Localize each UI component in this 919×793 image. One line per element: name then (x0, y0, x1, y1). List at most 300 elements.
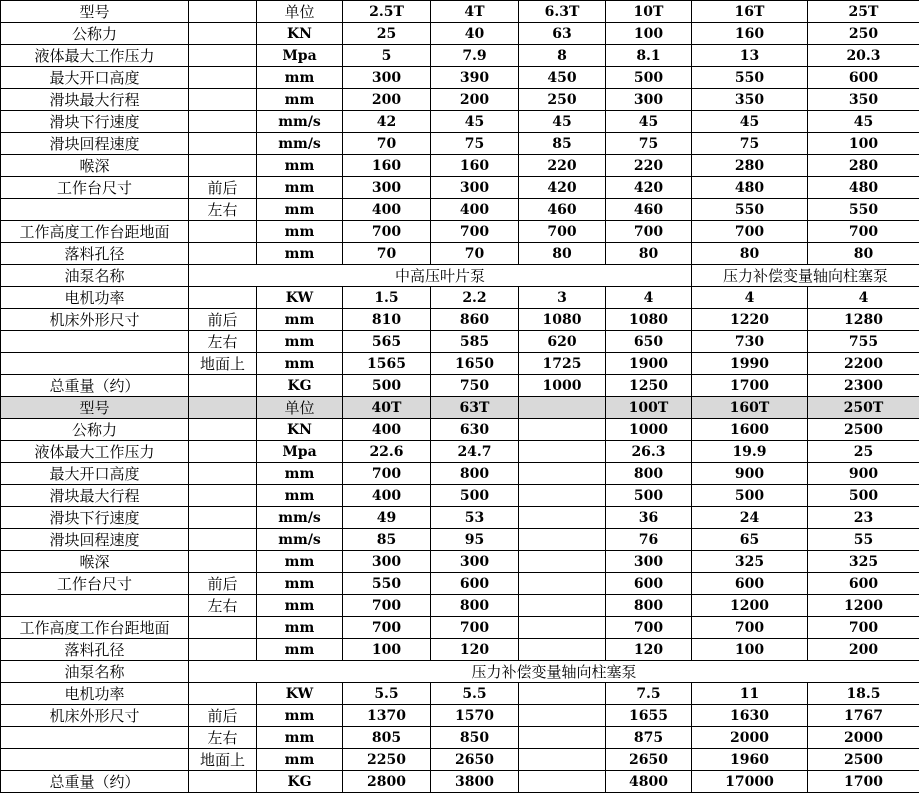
value-cell (519, 485, 606, 507)
table-row (1, 243, 919, 265)
sub-label (189, 67, 257, 89)
model-header: 10T (606, 1, 692, 23)
value-cell: 300 (431, 177, 519, 199)
row-label: 喉深 (1, 155, 189, 177)
row-label: 公称力 (1, 419, 189, 441)
value-cell: 585 (431, 331, 519, 353)
value-cell: 1960 (692, 749, 808, 771)
value-cell: 1.5 (343, 287, 431, 309)
value-cell: 80 (808, 243, 919, 265)
row-label: 落料孔径 (1, 639, 189, 661)
value-cell: 4 (692, 287, 808, 309)
model-header: 6.3T (519, 1, 606, 23)
value-cell: 5 (343, 45, 431, 67)
unit-cell: Mpa (257, 441, 343, 463)
value-cell: 250 (808, 23, 919, 45)
value-cell: 11 (692, 683, 808, 705)
sub-label (189, 771, 257, 793)
value-cell: 420 (519, 177, 606, 199)
unit-cell: mm/s (257, 133, 343, 155)
model-header: 63T (431, 397, 519, 419)
value-cell: 755 (808, 331, 919, 353)
table-row (1, 155, 919, 177)
sub-label (189, 133, 257, 155)
value-cell: 100 (808, 133, 919, 155)
unit-cell: mm/s (257, 111, 343, 133)
value-cell: 45 (606, 111, 692, 133)
value-cell: 120 (431, 639, 519, 661)
unit-cell: mm (257, 639, 343, 661)
value-cell: 2200 (808, 353, 919, 375)
row-label: 公称力 (1, 23, 189, 45)
table-row (1, 177, 919, 199)
row-label: 喉深 (1, 551, 189, 573)
row-label (1, 353, 189, 375)
sub-label: 左右 (189, 199, 257, 221)
value-cell: 75 (431, 133, 519, 155)
value-cell: 85 (343, 529, 431, 551)
value-cell: 2650 (431, 749, 519, 771)
unit-cell: mm (257, 485, 343, 507)
value-cell: 19.9 (692, 441, 808, 463)
unit-cell: mm (257, 155, 343, 177)
value-cell: 350 (808, 89, 919, 111)
value-cell (519, 419, 606, 441)
value-cell: 25 (343, 23, 431, 45)
pump-name: 中高压叶片泵 (189, 265, 692, 287)
sub-label (189, 397, 257, 419)
value-cell: 700 (431, 617, 519, 639)
value-cell: 2500 (808, 749, 919, 771)
row-label: 液体最大工作压力 (1, 45, 189, 67)
unit-cell: KG (257, 771, 343, 793)
value-cell: 220 (519, 155, 606, 177)
table-row (1, 617, 919, 639)
value-cell: 630 (431, 419, 519, 441)
value-cell: 700 (808, 617, 919, 639)
value-cell: 450 (519, 67, 606, 89)
value-cell: 730 (692, 331, 808, 353)
table-row (1, 1, 919, 23)
table-row (1, 441, 919, 463)
value-cell (519, 507, 606, 529)
row-label: 油泵名称 (1, 265, 189, 287)
table-row (1, 661, 919, 683)
table-row (1, 529, 919, 551)
model-header: 25T (808, 1, 919, 23)
table-row (1, 397, 919, 419)
table-row (1, 639, 919, 661)
row-label: 油泵名称 (1, 661, 189, 683)
row-label: 工作台尺寸 (1, 573, 189, 595)
table-row (1, 331, 919, 353)
value-cell: 25 (808, 441, 919, 463)
value-cell: 300 (343, 177, 431, 199)
pump-name: 压力补偿变量轴向柱塞泵 (189, 661, 919, 683)
value-cell: 22.6 (343, 441, 431, 463)
value-cell: 400 (431, 199, 519, 221)
row-label: 液体最大工作压力 (1, 441, 189, 463)
table-row (1, 111, 919, 133)
value-cell: 800 (431, 463, 519, 485)
value-cell: 70 (343, 243, 431, 265)
model-header: 2.5T (343, 1, 431, 23)
value-cell: 40 (431, 23, 519, 45)
sub-label (189, 617, 257, 639)
value-cell: 565 (343, 331, 431, 353)
value-cell: 2800 (343, 771, 431, 793)
sub-label (189, 485, 257, 507)
value-cell: 600 (606, 573, 692, 595)
row-label (1, 331, 189, 353)
sub-label: 前后 (189, 705, 257, 727)
value-cell: 2000 (692, 727, 808, 749)
unit-cell: mm (257, 749, 343, 771)
value-cell: 1000 (519, 375, 606, 397)
value-cell: 250 (519, 89, 606, 111)
value-cell: 1600 (692, 419, 808, 441)
unit-cell: mm (257, 199, 343, 221)
table-row (1, 67, 919, 89)
value-cell: 42 (343, 111, 431, 133)
value-cell: 1655 (606, 705, 692, 727)
model-header (519, 397, 606, 419)
value-cell: 620 (519, 331, 606, 353)
value-cell: 4 (606, 287, 692, 309)
value-cell: 23 (808, 507, 919, 529)
value-cell: 3800 (431, 771, 519, 793)
row-label: 机床外形尺寸 (1, 705, 189, 727)
value-cell: 8 (519, 45, 606, 67)
value-cell: 100 (692, 639, 808, 661)
sub-label (189, 551, 257, 573)
value-cell: 5.5 (431, 683, 519, 705)
table-row (1, 727, 919, 749)
value-cell: 5.5 (343, 683, 431, 705)
sub-label (189, 23, 257, 45)
value-cell: 18.5 (808, 683, 919, 705)
value-cell: 1990 (692, 353, 808, 375)
value-cell: 500 (343, 375, 431, 397)
row-label: 机床外形尺寸 (1, 309, 189, 331)
value-cell: 160 (431, 155, 519, 177)
model-header-label: 型号 (1, 397, 189, 419)
table-row (1, 595, 919, 617)
value-cell: 2250 (343, 749, 431, 771)
unit-cell: mm (257, 727, 343, 749)
row-label: 工作高度工作台距地面 (1, 617, 189, 639)
value-cell: 55 (808, 529, 919, 551)
value-cell: 700 (343, 617, 431, 639)
sub-label: 左右 (189, 727, 257, 749)
value-cell: 480 (692, 177, 808, 199)
value-cell: 800 (606, 463, 692, 485)
unit-cell: mm (257, 595, 343, 617)
unit-cell: mm (257, 309, 343, 331)
value-cell: 550 (343, 573, 431, 595)
value-cell: 400 (343, 485, 431, 507)
value-cell: 75 (692, 133, 808, 155)
value-cell: 700 (343, 221, 431, 243)
value-cell: 600 (692, 573, 808, 595)
value-cell: 1900 (606, 353, 692, 375)
value-cell: 600 (808, 573, 919, 595)
value-cell: 1080 (519, 309, 606, 331)
row-label: 最大开口高度 (1, 463, 189, 485)
unit-cell: mm (257, 177, 343, 199)
value-cell: 4 (808, 287, 919, 309)
model-header: 4T (431, 1, 519, 23)
value-cell: 300 (431, 551, 519, 573)
value-cell: 3 (519, 287, 606, 309)
value-cell: 13 (692, 45, 808, 67)
value-cell (519, 771, 606, 793)
value-cell (519, 441, 606, 463)
value-cell: 1200 (808, 595, 919, 617)
value-cell: 600 (431, 573, 519, 595)
table-row (1, 771, 919, 793)
value-cell: 2650 (606, 749, 692, 771)
value-cell: 700 (606, 617, 692, 639)
value-cell: 200 (343, 89, 431, 111)
unit-cell: KN (257, 23, 343, 45)
value-cell: 80 (606, 243, 692, 265)
value-cell (519, 639, 606, 661)
value-cell: 24.7 (431, 441, 519, 463)
value-cell: 85 (519, 133, 606, 155)
row-label: 滑块下行速度 (1, 507, 189, 529)
sub-label (189, 155, 257, 177)
value-cell: 20.3 (808, 45, 919, 67)
sub-label (189, 463, 257, 485)
value-cell: 70 (431, 243, 519, 265)
row-label: 滑块最大行程 (1, 485, 189, 507)
value-cell: 2300 (808, 375, 919, 397)
unit-cell: mm (257, 67, 343, 89)
unit-cell: mm (257, 573, 343, 595)
row-label: 滑块回程速度 (1, 133, 189, 155)
sub-label (189, 441, 257, 463)
value-cell: 480 (808, 177, 919, 199)
unit-cell: mm/s (257, 507, 343, 529)
value-cell: 700 (808, 221, 919, 243)
sub-label: 前后 (189, 309, 257, 331)
value-cell: 65 (692, 529, 808, 551)
table-row (1, 419, 919, 441)
table-row (1, 23, 919, 45)
sub-label: 地面上 (189, 749, 257, 771)
table-row (1, 265, 919, 287)
value-cell: 700 (606, 221, 692, 243)
value-cell (519, 573, 606, 595)
unit-cell: KW (257, 683, 343, 705)
table-row (1, 507, 919, 529)
value-cell: 1250 (606, 375, 692, 397)
value-cell: 700 (431, 221, 519, 243)
value-cell: 850 (431, 727, 519, 749)
value-cell: 420 (606, 177, 692, 199)
model-header: 160T (692, 397, 808, 419)
row-label: 总重量（约） (1, 771, 189, 793)
value-cell: 500 (606, 67, 692, 89)
value-cell: 300 (606, 551, 692, 573)
value-cell: 1725 (519, 353, 606, 375)
unit-cell: mm (257, 705, 343, 727)
row-label: 工作高度工作台距地面 (1, 221, 189, 243)
value-cell: 45 (431, 111, 519, 133)
value-cell: 900 (692, 463, 808, 485)
row-label: 电机功率 (1, 287, 189, 309)
value-cell: 1650 (431, 353, 519, 375)
table-row (1, 485, 919, 507)
value-cell: 120 (606, 639, 692, 661)
value-cell: 600 (808, 67, 919, 89)
model-header: 40T (343, 397, 431, 419)
unit-header: 单位 (257, 397, 343, 419)
value-cell: 200 (808, 639, 919, 661)
value-cell: 1200 (692, 595, 808, 617)
value-cell: 100 (606, 23, 692, 45)
sub-label: 地面上 (189, 353, 257, 375)
value-cell: 100 (343, 639, 431, 661)
sub-label: 左右 (189, 331, 257, 353)
unit-cell: Mpa (257, 45, 343, 67)
value-cell: 875 (606, 727, 692, 749)
value-cell: 220 (606, 155, 692, 177)
row-label: 落料孔径 (1, 243, 189, 265)
sub-label (189, 111, 257, 133)
value-cell: 75 (606, 133, 692, 155)
value-cell: 70 (343, 133, 431, 155)
value-cell: 4800 (606, 771, 692, 793)
value-cell: 300 (606, 89, 692, 111)
value-cell (519, 705, 606, 727)
value-cell: 650 (606, 331, 692, 353)
table-row (1, 749, 919, 771)
value-cell: 24 (692, 507, 808, 529)
sub-label: 左右 (189, 595, 257, 617)
sub-label (189, 89, 257, 111)
value-cell: 7.9 (431, 45, 519, 67)
row-label: 工作台尺寸 (1, 177, 189, 199)
value-cell: 860 (431, 309, 519, 331)
row-label: 电机功率 (1, 683, 189, 705)
sub-label (189, 45, 257, 67)
unit-cell: mm (257, 221, 343, 243)
value-cell (519, 463, 606, 485)
value-cell: 17000 (692, 771, 808, 793)
value-cell: 1570 (431, 705, 519, 727)
value-cell: 300 (343, 67, 431, 89)
sub-label (189, 287, 257, 309)
value-cell: 800 (606, 595, 692, 617)
value-cell: 45 (519, 111, 606, 133)
row-label: 总重量（约） (1, 375, 189, 397)
value-cell: 80 (692, 243, 808, 265)
table-row (1, 287, 919, 309)
unit-cell: KN (257, 419, 343, 441)
value-cell: 45 (692, 111, 808, 133)
value-cell: 63 (519, 23, 606, 45)
value-cell: 800 (431, 595, 519, 617)
row-label: 滑块最大行程 (1, 89, 189, 111)
value-cell (519, 683, 606, 705)
value-cell: 750 (431, 375, 519, 397)
value-cell: 500 (692, 485, 808, 507)
value-cell: 400 (343, 419, 431, 441)
value-cell (519, 529, 606, 551)
unit-cell: mm (257, 89, 343, 111)
table-row (1, 199, 919, 221)
table-row (1, 89, 919, 111)
unit-cell: mm (257, 353, 343, 375)
value-cell: 76 (606, 529, 692, 551)
value-cell: 550 (692, 199, 808, 221)
table-row (1, 375, 919, 397)
value-cell: 2000 (808, 727, 919, 749)
value-cell: 1630 (692, 705, 808, 727)
sub-label (189, 639, 257, 661)
row-label (1, 199, 189, 221)
value-cell: 550 (808, 199, 919, 221)
unit-cell: mm (257, 243, 343, 265)
value-cell: 400 (343, 199, 431, 221)
value-cell: 1080 (606, 309, 692, 331)
unit-cell: mm/s (257, 529, 343, 551)
sub-label (189, 1, 257, 23)
table-row (1, 309, 919, 331)
value-cell: 700 (343, 463, 431, 485)
value-cell: 1370 (343, 705, 431, 727)
value-cell: 1000 (606, 419, 692, 441)
value-cell: 45 (808, 111, 919, 133)
row-label (1, 727, 189, 749)
value-cell: 460 (606, 199, 692, 221)
value-cell (519, 551, 606, 573)
model-header: 250T (808, 397, 919, 419)
value-cell: 700 (343, 595, 431, 617)
value-cell (519, 617, 606, 639)
value-cell: 325 (692, 551, 808, 573)
value-cell: 2.2 (431, 287, 519, 309)
table-row (1, 353, 919, 375)
model-header-label: 型号 (1, 1, 189, 23)
value-cell: 1220 (692, 309, 808, 331)
sub-label (189, 507, 257, 529)
unit-header: 单位 (257, 1, 343, 23)
value-cell (519, 727, 606, 749)
model-header: 16T (692, 1, 808, 23)
sub-label (189, 419, 257, 441)
sub-label (189, 375, 257, 397)
value-cell: 200 (431, 89, 519, 111)
value-cell: 280 (808, 155, 919, 177)
value-cell: 160 (692, 23, 808, 45)
value-cell: 300 (343, 551, 431, 573)
value-cell: 1700 (808, 771, 919, 793)
value-cell: 700 (692, 221, 808, 243)
value-cell: 500 (431, 485, 519, 507)
value-cell: 49 (343, 507, 431, 529)
table-row (1, 463, 919, 485)
value-cell: 390 (431, 67, 519, 89)
value-cell: 810 (343, 309, 431, 331)
spec-table-body (1, 1, 919, 793)
row-label (1, 595, 189, 617)
table-row (1, 133, 919, 155)
table-row (1, 573, 919, 595)
value-cell: 900 (808, 463, 919, 485)
